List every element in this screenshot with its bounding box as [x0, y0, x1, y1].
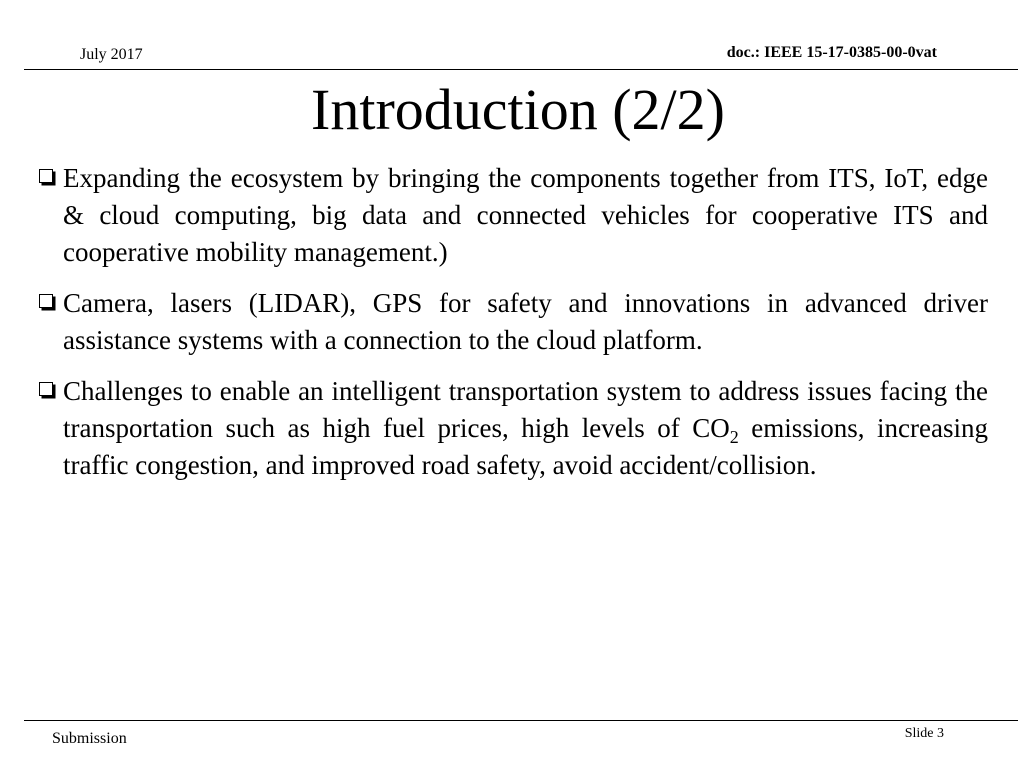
bullet-item — [39, 160, 988, 271]
document-id: doc.: IEEE 15-17-0385-00-0vat — [726, 44, 937, 61]
bullet-text-start: Challenges to enable an intelligent transportation system to address issues facing the transportation such as high fuel prices, high levels of CO — [63, 376, 988, 443]
header-divider — [24, 69, 1018, 70]
footer-divider — [24, 720, 1018, 721]
bullet-list — [39, 160, 988, 498]
bullet-text-end: emissions, increasing traffic congestion, and improved road safety, avoid accident/collision. — [63, 413, 988, 480]
bullet-item — [39, 373, 988, 484]
checkbox-bullet-icon — [39, 294, 53, 308]
bullet-text: Expanding the ecosystem by bringing the components together from ITS, IoT, edge & cloud computing, big data and connected vehicles for cooperative ITS and cooperative mobility management.) — [63, 163, 988, 267]
checkbox-bullet-icon — [39, 169, 53, 183]
bullet-item — [39, 285, 988, 359]
footer-submission: Submission — [52, 730, 127, 747]
co2-subscript: 2 — [729, 427, 739, 447]
checkbox-bullet-icon — [39, 382, 53, 396]
bullet-text — [63, 376, 988, 480]
slide-title: Introduction (2/2) — [311, 77, 725, 142]
bullet-text: Camera, lasers (LIDAR), GPS for safety and innovations in advanced driver assistance systems with a connection to the cloud platform. — [63, 288, 988, 355]
header-date: July 2017 — [80, 46, 143, 63]
slide-number: Slide 3 — [904, 726, 944, 741]
